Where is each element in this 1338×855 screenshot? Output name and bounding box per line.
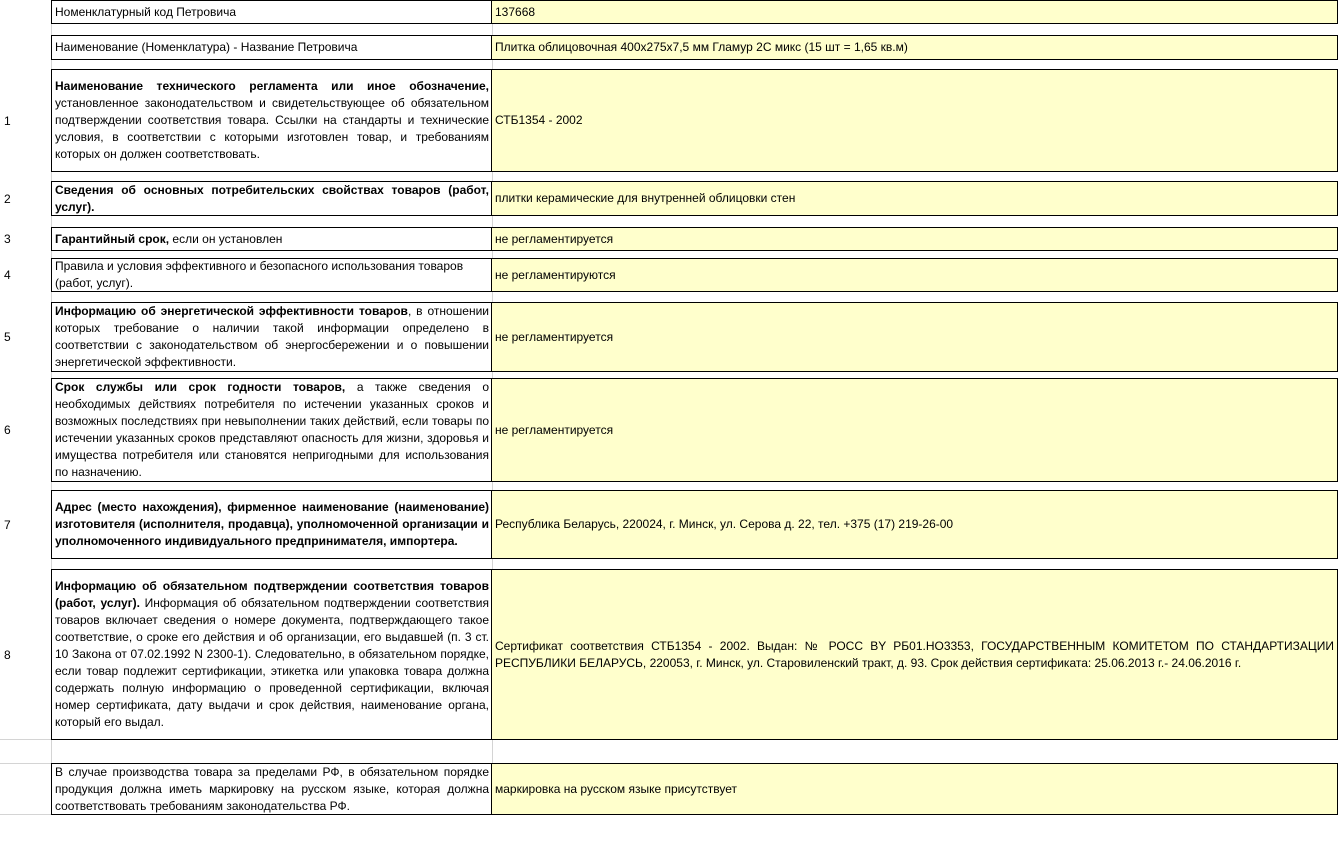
row-number: 6: [4, 423, 11, 437]
label-cell[interactable]: [51, 302, 492, 372]
label-text: установленное законодательством и свидетельствующее об обязательном подтверждении соответствия товара. Ссылки на стандарты и технические условия, в соответствии с которыми изготовлен товар, и требованиям которых он должен соответствовать.: [55, 96, 489, 161]
table-row: [0, 181, 1338, 216]
value-cell[interactable]: [492, 763, 1338, 815]
label-bold: Наименование технического регламента или иное обозначение,: [55, 79, 489, 93]
label-cell[interactable]: [51, 0, 492, 24]
value-text: не регламентируется: [495, 231, 614, 246]
label-text: Правила и условия эффективного и безопасного использования товаров (работ, услуг).: [55, 259, 464, 290]
value-cell[interactable]: [492, 227, 1338, 251]
row-number: 8: [4, 647, 11, 662]
table-row: [0, 302, 1338, 372]
value-cell[interactable]: [492, 0, 1338, 24]
label-bold: Срок службы или срок годности товаров,: [55, 380, 346, 394]
value-text: маркировка на русском языке присутствует: [495, 781, 737, 796]
label-cell[interactable]: [51, 35, 492, 60]
value-cell[interactable]: [492, 490, 1338, 559]
label-cell[interactable]: [51, 378, 492, 482]
label-text: Информация об обязательном подтверждении соответствия товаров включает сведения о номере документа, подтверждающего такое соответствие, о сроке его действия и об организации, его выдавшей (п. 3 ст. 10 Закона от 07.02.1992 N 2300-1). Следовательно, в обязательном порядке, если товар подлежит сертификации, этикетка или упаковка товара должна содержать полную информацию о проведенной сертификации, включая номер сертификата, дату выдачи и срок действия, наименование органа, который его выдал.: [55, 596, 489, 729]
table-row: [0, 69, 1338, 172]
label-cell[interactable]: [51, 569, 492, 740]
label-bold: Гарантийный срок,: [55, 231, 170, 246]
label-cell[interactable]: [51, 258, 492, 292]
value-text: Сертификат соответствия СТБ1354 - 2002. Выдан: № РОСС BY РБ01.НО3353, ГОСУДАРСТВЕННЫМ КОМИТЕТОМ ПО СТАНДАРТИЗАЦИИ РЕСПУБЛИКИ БЕЛАРУСЬ, 220053, г. Минск, ул. Старовиленский тракт, д. 93. Срок действия сертификата: 25.06.2013 г.- 24.06.2016 г.: [495, 638, 1334, 670]
label-text: Номенклатурный код Петровича: [55, 4, 237, 19]
row-number: 5: [4, 330, 11, 344]
table-row: [0, 763, 1338, 815]
table-row: [0, 378, 1338, 482]
value-cell[interactable]: [492, 302, 1338, 372]
value-text: Плитка облицовочная 400х275х7,5 мм Гламур 2С микс (15 шт = 1,65 кв.м): [495, 40, 908, 54]
label-bold: Информацию об энергетической эффективности товаров: [55, 304, 408, 318]
value-text: не регламентируется: [495, 329, 614, 344]
label-text: если он установлен: [169, 231, 283, 246]
value-text: Республика Беларусь, 220024, г. Минск, ул. Серова д. 22, тел. +375 (17) 219-26-00: [495, 517, 954, 531]
label-cell[interactable]: [51, 181, 492, 216]
row-number: 1: [4, 113, 11, 128]
table-row: [0, 35, 1338, 60]
value-text: не регламентируется: [495, 422, 614, 437]
table-row: [0, 490, 1338, 559]
label-text: В случае производства товара за пределами РФ, в обязательном порядке продукция должна иметь маркировку на русском языке, которая должна соответствовать требованиям законодательства РФ.: [55, 764, 489, 813]
label-cell[interactable]: [51, 69, 492, 172]
label-bold: Сведения об основных потребительских свойствах товаров (работ, услуг).: [55, 182, 489, 214]
label-text: Наименование (Номенклатура) - Название Петровича: [55, 40, 358, 54]
row-number: 7: [4, 517, 11, 532]
label-bold: Информацию об обязательном подтверждении соответствия товаров (работ, услуг).: [55, 579, 489, 610]
table-row: [0, 569, 1338, 740]
value-text: плитки керамические для внутренней облицовки стен: [495, 191, 796, 205]
value-cell[interactable]: [492, 181, 1338, 216]
value-text: СТБ1354 - 2002: [495, 113, 583, 127]
label-cell[interactable]: [51, 490, 492, 559]
row-number: 4: [4, 268, 11, 282]
value-text: 137668: [495, 4, 536, 19]
value-cell[interactable]: [492, 569, 1338, 740]
label-text: а также сведения о необходимых действиях потребителя по истечении указанных сроков и возможных последствиях при невыполнении таких действий, если товары по истечении указанных сроков представляют опасность для жизни, здоровья и имущества потребителя или становятся непригодными для использования по назначению.: [55, 380, 489, 479]
table-row: [0, 258, 1338, 292]
label-bold: Адрес (место нахождения), фирменное наименование (наименование) изготовителя (исполнителя, продавца), уполномоченной организации и уполномоченного индивидуального предпринимателя, импортера.: [55, 500, 489, 548]
value-cell[interactable]: [492, 378, 1338, 482]
value-cell[interactable]: [492, 35, 1338, 60]
row-number: 3: [4, 232, 11, 246]
table-row: [0, 0, 1338, 24]
label-cell[interactable]: [51, 227, 492, 251]
value-cell[interactable]: [492, 258, 1338, 292]
table-row: [0, 227, 1338, 251]
value-text: не регламентируются: [495, 267, 616, 282]
label-cell[interactable]: [51, 763, 492, 815]
value-cell[interactable]: [492, 69, 1338, 172]
row-number: 2: [4, 191, 11, 206]
label-text: , в отношении которых требование о наличии такой информации определено в соответствии с законодательством об энергосбережении и о повышении энергетической эффективности.: [55, 304, 489, 369]
